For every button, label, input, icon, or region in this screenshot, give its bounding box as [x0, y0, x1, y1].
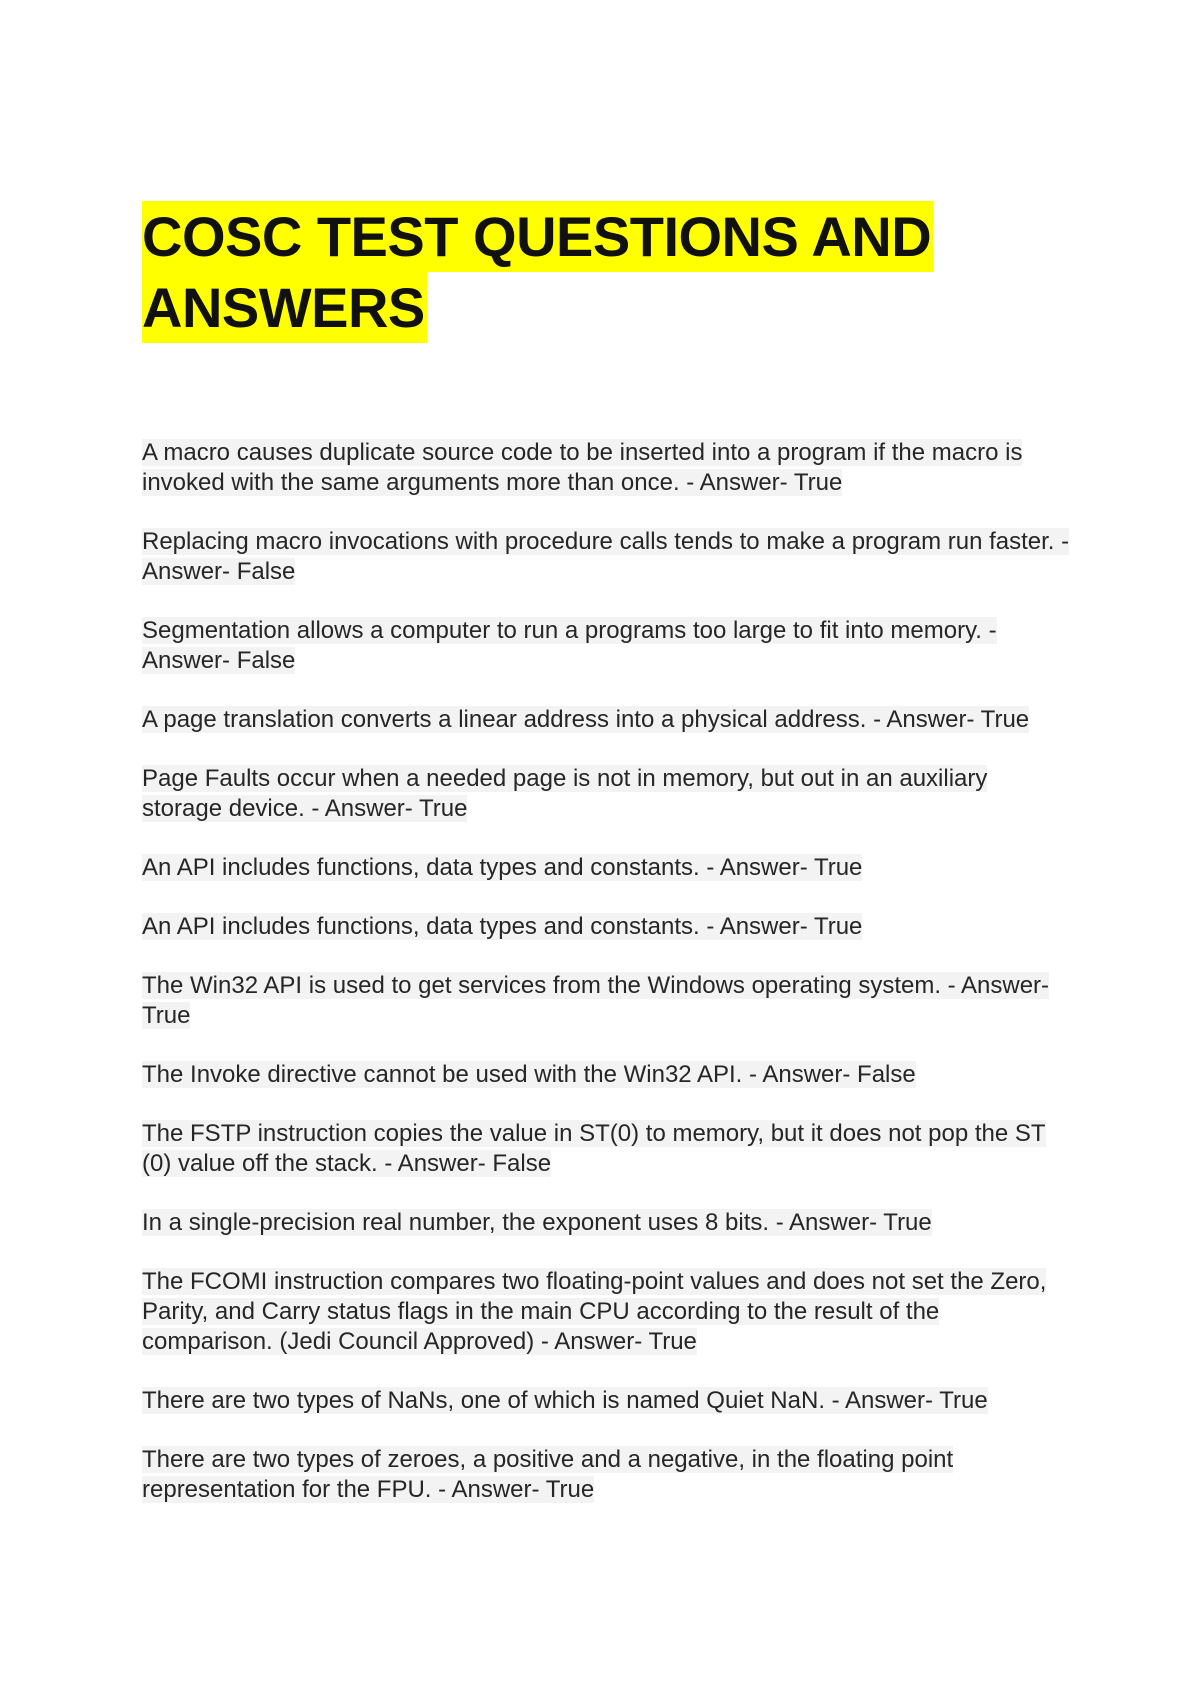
qa-item-text: Replacing macro invocations with procedure calls tends to make a program run faster. - Answer- False	[142, 528, 1070, 585]
qa-item-text: The FCOMI instruction compares two floating-point values and does not set the Zero, Parity, and Carry status flags in the main CPU according to the result of the comparison. (Jedi Council Approved) - Answer- True	[142, 1268, 1047, 1355]
qa-item-text: Page Faults occur when a needed page is not in memory, but out in an auxiliary storage device. - Answer- True	[142, 765, 988, 822]
qa-item-text: The FSTP instruction copies the value in ST(0) to memory, but it does not pop the ST (0) value off the stack. - Answer- False	[142, 1120, 1046, 1177]
qa-item-text: There are two types of NaNs, one of which is named Quiet NaN. - Answer- True	[142, 1387, 988, 1414]
qa-item-text: Segmentation allows a computer to run a programs too large to fit into memory. - Answer- False	[142, 617, 997, 674]
qa-item	[142, 853, 1072, 883]
title-line-2: ANSWERS	[142, 272, 427, 343]
qa-item-text: A macro causes duplicate source code to be inserted into a program if the macro is invoked with the same arguments more than once. - Answer- True	[142, 439, 1023, 496]
qa-item	[142, 1208, 1072, 1238]
title-line-1: COSC TEST QUESTIONS AND	[142, 201, 933, 272]
qa-item	[142, 1060, 1072, 1090]
qa-item	[142, 438, 1072, 498]
qa-item	[142, 1445, 1072, 1505]
qa-item	[142, 1386, 1072, 1416]
qa-item-text: There are two types of zeroes, a positive and a negative, in the floating point representation for the FPU. - Answer- True	[142, 1446, 954, 1503]
qa-item-text: The Win32 API is used to get services from the Windows operating system. - Answer- True	[142, 972, 1050, 1029]
qa-item	[142, 764, 1072, 824]
document-title	[142, 201, 1042, 343]
qa-item	[142, 1267, 1072, 1357]
qa-item	[142, 705, 1072, 735]
qa-item	[142, 1119, 1072, 1179]
qa-item-text: The Invoke directive cannot be used with the Win32 API. - Answer- False	[142, 1061, 916, 1088]
qa-item	[142, 912, 1072, 942]
qa-item-text: An API includes functions, data types and constants. - Answer- True	[142, 913, 863, 940]
qa-item	[142, 527, 1072, 587]
qa-list	[142, 438, 1072, 1534]
qa-item	[142, 971, 1072, 1031]
qa-item-text: A page translation converts a linear address into a physical address. - Answer- True	[142, 706, 1030, 733]
qa-item-text: In a single-precision real number, the exponent uses 8 bits. - Answer- True	[142, 1209, 932, 1236]
qa-item-text: An API includes functions, data types and constants. - Answer- True	[142, 854, 863, 881]
qa-item	[142, 616, 1072, 676]
